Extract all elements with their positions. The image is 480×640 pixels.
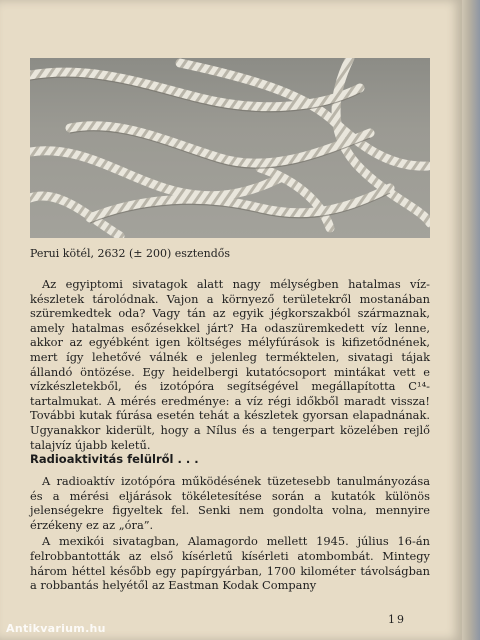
page-number: 19 xyxy=(388,613,406,626)
page-edge xyxy=(462,0,480,640)
rope-photo xyxy=(30,58,430,238)
paragraph-radioactivity xyxy=(30,474,430,595)
photo-caption: Perui kötél, 2632 (± 200) esztendős xyxy=(30,247,231,260)
section-heading: Radioaktivitás felülről . . . xyxy=(30,452,199,466)
paragraph-text: Az egyiptomi sivatagok alatt nagy mélységben hatalmas vízkészletek tárolódnak. Vajon a környező területekről mostanában szüremkedtek oda? Vagy tán az egyik jégkorszakból származnak, amely hatalmas esőzésekkel járt? Ha odaszüremkedett víz lenne, akkor az egyébként igen költséges mélyfúrások is kifizetődnének, mert így lehetővé válnék e jelenleg terméktelen, sivatagi tájak állandó öntözése. Egy heidelbergi kutatócsoport mintákat vett e vízkészletekből, és izotópóra segítségével megállapította C¹⁴-tartalmukat. A mérés eredménye: a víz régi időkből maradt vissza! További kutak fúrása esetén tehát a készletek gyorsan elapadnának. Ugyanakkor kiderült, hogy a Nílus és a tengerpart közelében rejlő talajvíz újabb keletű. xyxy=(30,277,430,452)
rope-illustration xyxy=(30,58,430,238)
paragraph-text: A radioaktív izotópóra működésének tüzetesebb tanulmányozása és a mérési eljárások tökéletesítése során a kutatók különös jelenségekre figyeltek fel. Senki nem gondolta volna, mennyire érzékeny ez az „óra”. xyxy=(30,474,430,532)
paragraph-groundwater xyxy=(30,277,430,452)
watermark: Antikvarium.hu xyxy=(6,622,106,635)
paragraph-text: A mexikói sivatagban, Alamagordo mellett 1945. július 16-án felrobbantották az első kísérletű kísérleti atombombát. Mintegy három héttel később egy papírgyárban, 1700 kilométer távolságban a robbantás helyétől az Eastman Kodak Company xyxy=(30,534,430,593)
